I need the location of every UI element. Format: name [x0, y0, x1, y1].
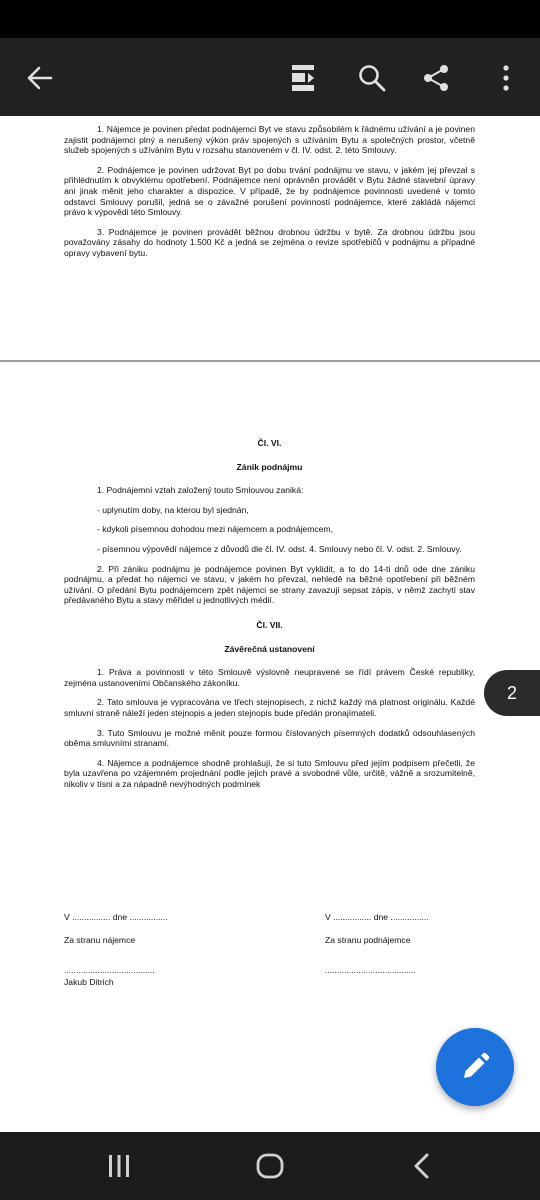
home-icon [255, 1151, 285, 1181]
reading-mode-icon [290, 63, 318, 93]
paragraph: 1. Nájemce je povinen předat podnájemci Byt ve stavu způsobilém k řádnému užívání a je povinen zajistit podnájemci plný a nerušený výkon práv spojených s užíváním Bytu a společných prostor, včetně služeb spojených s užíváním Bytu v rozsahu stanoveném v čl. IV. odst. 2. této Smlouvy. [64, 124, 475, 156]
signature-line: ...................................... [64, 965, 155, 975]
page1-text [64, 124, 475, 268]
signature-place-date: V ................ dne ................ [325, 912, 429, 922]
signature-party: Za stranu podnájemce [325, 935, 411, 945]
app-toolbar [0, 38, 540, 116]
nav-back-button[interactable] [402, 1146, 442, 1186]
recents-button[interactable] [99, 1146, 139, 1186]
article-title: Závěrečná ustanovení [224, 643, 315, 654]
article-heading: Čl. VII. [256, 619, 283, 630]
document-page-2 [0, 362, 540, 1132]
search-icon [357, 63, 387, 93]
article-heading: Čl. VI. [257, 438, 282, 448]
page2-text [64, 438, 475, 798]
more-vert-icon [501, 64, 511, 92]
reading-mode-button[interactable] [282, 56, 326, 100]
list-item: - uplynutím doby, na kterou byl sjednán, [97, 504, 249, 515]
paragraph: 2. Tato smlouva je vypracována ve třech stejnopisech, z nichž každý má platnost originálu. Každé smluvní straně náleží jeden stejnopis a jeden stejnopis bude předán pronajímateli. [64, 697, 475, 718]
list-item: - kdykoli písemnou dohodou mezi nájemcem a podnájemcem, [97, 524, 333, 535]
paragraph: 3. Podnájemce je povinen provádět běžnou drobnou údržbu v bytě. Za drobnou údržbu jsou považovány zásahy do hodnoty 1.500 Kč a jedná se zejména o revize spotřebičů v podnájmu a případné opravy vybavení bytu. [64, 226, 475, 258]
more-options-button[interactable] [484, 56, 528, 100]
paragraph: 1. Práva a povinnosti v této Smlouvě výslovně neupravené se řídí právem České republiky, zejména ustanoveními Občanského zákoníku. [64, 667, 475, 688]
paragraph: 2. Podnájemce je povinen udržovat Byt po dobu trvání podnájmu ve stavu, v jakém jej převzal s přihlédnutím k obvyklému opotřebení. Podnájemce není oprávněn provádět v Bytu žádné stavební úpravy ani jinak měnit jeho charakter a dispozice. V případě, že by podnájemce povinnosti uvedené v tomto odstavci Smlouvy porušil, jedná se o závažné porušení povinností podnájemce, které zakládá nájemci právo k výpovědi této Smlouvy. [64, 164, 475, 218]
edit-pencil-icon [458, 1050, 492, 1084]
paragraph: 2. Při zániku podnájmu je podnájemce povinen Byt vyklidit, a to do 14-ti dnů ode dne zániku podnájmu, a předat ho nájemci ve stavu, v jakém ho převzal, nehledě na běžné opotřebení při běžném užívání. O předání Bytu podnájemcem zpět nájemci se strany zavazují sepsat zápis, v němž zachytí stav předávaného Bytu a stavy měřidel u jednotlivých médií. [64, 563, 475, 606]
page-number-label: 2 [506, 682, 517, 703]
signature-line: ...................................... [325, 965, 416, 975]
share-icon [421, 63, 451, 93]
signature-party: Za stranu nájemce [64, 935, 136, 945]
signature-name: Jakub Ditrich [64, 977, 114, 987]
back-button[interactable] [18, 56, 62, 100]
nav-back-icon [410, 1152, 434, 1180]
paragraph: 4. Nájemce a podnájemce shodně prohlašují, že si tuto Smlouvu před jejím podpisem přečetli, že byla uzavřena po vzájemném projednání podle jejich pravé a svobodné vůle, určitě, vážně a srozumitelně, nikoliv v tísni a za nápadně nevýhodných podmínek [64, 757, 475, 789]
article-title: Zánik podnájmu [236, 461, 303, 472]
edit-button[interactable] [436, 1028, 514, 1106]
search-button[interactable] [350, 56, 394, 100]
signature-block-right [325, 912, 429, 976]
status-bar [0, 0, 540, 38]
document-viewer[interactable] [0, 116, 540, 1132]
recents-icon [106, 1153, 132, 1179]
list-item: - písemnou výpovědí nájemce z důvodů dle čl. IV. odst. 4. Smlouvy nebo čl. V. odst. 2. Smlouvy. [97, 543, 462, 554]
signature-place-date: V ................ dne ................ [64, 912, 168, 922]
page-number-indicator[interactable] [484, 670, 540, 716]
signature-block-left [64, 912, 168, 988]
share-button[interactable] [414, 56, 458, 100]
home-button[interactable] [250, 1146, 290, 1186]
paragraph: 3. Tuto Smlouvu je možné měnit pouze formou číslovaných písemných dodatků odsouhlasených oběma smluvními stranami. [64, 727, 475, 749]
system-navigation-bar [0, 1132, 540, 1200]
arrow-left-icon [25, 63, 55, 93]
paragraph: 1. Podnájemní vztah založený touto Smlouvou zaniká: [97, 485, 304, 496]
document-page-1 [0, 116, 540, 360]
